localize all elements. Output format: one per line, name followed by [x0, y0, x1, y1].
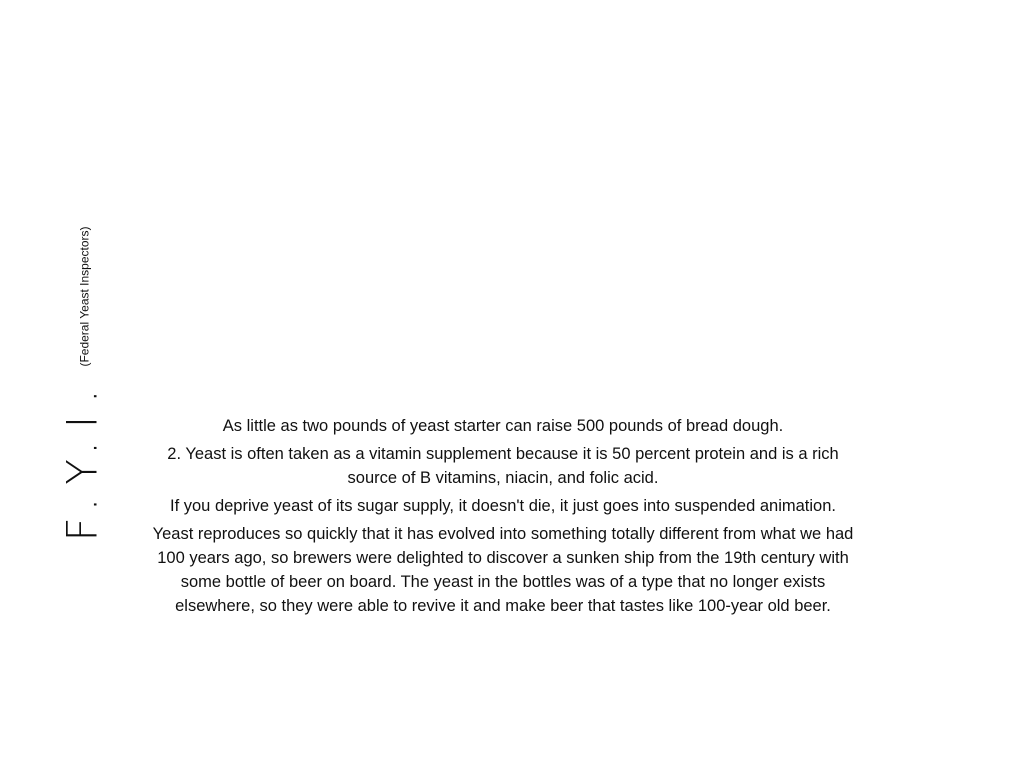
fact-paragraph: 2. Yeast is often taken as a vitamin supplement because it is 50 percent protein and is a rich source of B vitamins, niacin, and folic acid.	[167, 445, 839, 487]
fact-paragraph: Yeast reproduces so quickly that it has evolved into something totally different from what we had 100 years ago, so brewers were delighted to discover a sunken ship from the 19th century with some bottle of beer on board. The yeast in the bottles was of a type that no longer exists elsewhere, so they were able to revive it and make beer that tastes like 100-year old beer.	[152, 525, 854, 615]
slide-title: F.Y.I.	[57, 376, 107, 542]
fact-paragraph: As little as two pounds of yeast starter can raise 500 pounds of bread dough.	[222, 417, 784, 435]
slide-title-block	[58, 226, 107, 541]
slide-subtitle: (Federal Yeast Inspectors)	[77, 226, 92, 367]
fact-paragraph: If you deprive yeast of its sugar supply, it doesn't die, it just goes into suspended animation.	[170, 497, 836, 515]
facts-body	[150, 414, 856, 622]
